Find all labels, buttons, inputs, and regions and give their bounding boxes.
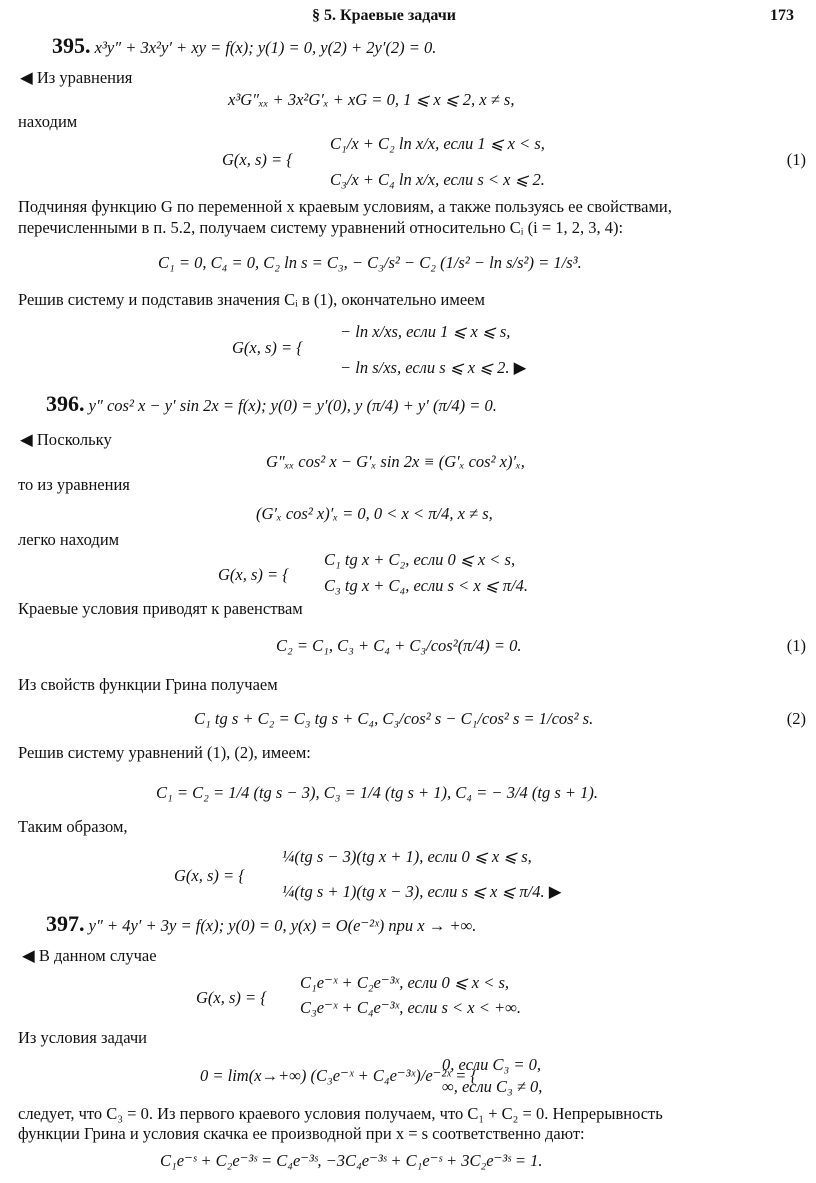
formula-line: C₁ tg x + C₂, если 0 ⩽ x < s,	[324, 550, 516, 569]
formula-line: ¼(tg s + 1)(tg x − 3), если s ⩽ x ⩽ π/4. ▶	[282, 882, 562, 901]
text-line: Подчиняя функцию G по переменной x краевым условиям, а также пользуясь ее свойствами,	[18, 197, 672, 216]
text-line	[52, 33, 437, 58]
equation-number: (2)	[786, 709, 806, 728]
formula-line: G(x, s) = {	[196, 988, 267, 1007]
formula-line: C₁ tg s + C₂ = C₃ tg s + C₄, C₃/cos² s − C₁/cos² s = 1/cos² s.	[194, 709, 594, 728]
text-line: Решив систему уравнений (1), (2), имеем:	[18, 743, 311, 762]
formula-line: G″ₓₓ cos² x − G′ₓ sin 2x ≡ (G′ₓ cos² x)′ₓ,	[266, 452, 525, 471]
text-line	[46, 911, 477, 936]
problem-number: 396.	[46, 391, 85, 416]
text-line	[46, 391, 497, 416]
formula-line: C₁e⁻ˢ + C₂e⁻³ˢ = C₄e⁻³ˢ, −3C₄e⁻³ˢ + C₁e⁻ˢ + 3C₂e⁻³ˢ = 1.	[160, 1151, 543, 1170]
text-line: ◀ В данном случае	[22, 946, 157, 965]
formula-line: C₂ = C₁, C₃ + C₄ + C₃/cos²(π/4) = 0.	[276, 636, 522, 655]
formula-line: (G′ₓ cos² x)′ₓ = 0, 0 < x < π/4, x ≠ s,	[256, 504, 493, 523]
text-line: Таким образом,	[18, 817, 128, 836]
formula-line: 0, если C₃ = 0,	[442, 1055, 541, 1074]
problem-number: 397.	[46, 911, 85, 936]
formula-line: C₁e⁻ˣ + C₂e⁻³ˣ, если 0 ⩽ x < s,	[300, 973, 510, 992]
text-line: ◀ Из уравнения	[20, 68, 133, 87]
formula-line: G(x, s) = {	[222, 150, 293, 169]
problem-number: 395.	[52, 33, 91, 58]
problem-statement: x³y″ + 3x²y′ + xy = f(x); y(1) = 0, y(2) + 2y′(2) = 0.	[94, 38, 437, 57]
formula-line: G(x, s) = {	[174, 866, 245, 885]
text-line: то из уравнения	[18, 475, 130, 494]
text-line: Решив систему и подставив значения Cᵢ в (1), окончательно имеем	[18, 290, 485, 309]
text-line: следует, что C₃ = 0. Из первого краевого условия получаем, что C₁ + C₂ = 0. Непрерывность	[18, 1104, 663, 1123]
running-header: § 5. Краевые задачи	[312, 7, 456, 24]
equation-number: (1)	[786, 150, 806, 169]
formula-line: x³G″ₓₓ + 3x²G′ₓ + xG = 0, 1 ⩽ x ⩽ 2, x ≠ s,	[228, 90, 515, 109]
text-line: Из свойств функции Грина получаем	[18, 675, 278, 694]
formula-line: C₃e⁻ˣ + C₄e⁻³ˣ, если s < x < +∞.	[300, 998, 521, 1017]
formula-line: C₁ = C₂ = 1/4 (tg s − 3), C₃ = 1/4 (tg s + 1), C₄ = − 3/4 (tg s + 1).	[156, 783, 599, 802]
formula-line: C₃/x + C₄ ln x/x, если s < x ⩽ 2.	[330, 170, 545, 189]
formula-line: 0 = lim(x→+∞) (C₃e⁻ˣ + C₄e⁻³ˣ)/e⁻²ˣ = {	[200, 1066, 477, 1085]
formula-line: G(x, s) = {	[218, 565, 289, 584]
formula-line: − ln x/xs, если 1 ⩽ x ⩽ s,	[340, 322, 511, 341]
text-line: находим	[18, 112, 78, 131]
page-number: 173	[770, 7, 794, 24]
text-line: легко находим	[18, 530, 120, 549]
text-line: ◀ Поскольку	[20, 430, 112, 449]
text-line: функции Грина и условия скачка ее производной при x = s соответственно дают:	[18, 1124, 585, 1143]
formula-line: C₁/x + C₂ ln x/x, если 1 ⩽ x < s,	[330, 134, 545, 153]
formula-line: C₁ = 0, C₄ = 0, C₂ ln s = C₃, − C₃/s² − C₂ (1/s² − ln s/s²) = 1/s³.	[158, 253, 582, 272]
formula-line: ¼(tg s − 3)(tg x + 1), если 0 ⩽ x ⩽ s,	[282, 847, 532, 866]
formula-line: C₃ tg x + C₄, если s < x ⩽ π/4.	[324, 576, 528, 595]
formula-line: G(x, s) = {	[232, 338, 303, 357]
text-line: Краевые условия приводят к равенствам	[18, 599, 303, 618]
problem-statement: y″ + 4y′ + 3y = f(x); y(0) = 0, y(x) = O(e⁻²ˣ) при x → +∞.	[88, 916, 477, 935]
equation-number: (1)	[786, 636, 806, 655]
text-line: Из условия задачи	[18, 1028, 147, 1047]
formula-line: − ln s/xs, если s ⩽ x ⩽ 2. ▶	[340, 358, 527, 377]
problem-statement: y″ cos² x − y′ sin 2x = f(x); y(0) = y′(0), y (π/4) + y′ (π/4) = 0.	[88, 396, 497, 415]
formula-line: ∞, если C₃ ≠ 0,	[442, 1077, 543, 1096]
text-line: перечисленными в п. 5.2, получаем систему уравнений относительно Cᵢ (i = 1, 2, 3, 4):	[18, 218, 624, 237]
